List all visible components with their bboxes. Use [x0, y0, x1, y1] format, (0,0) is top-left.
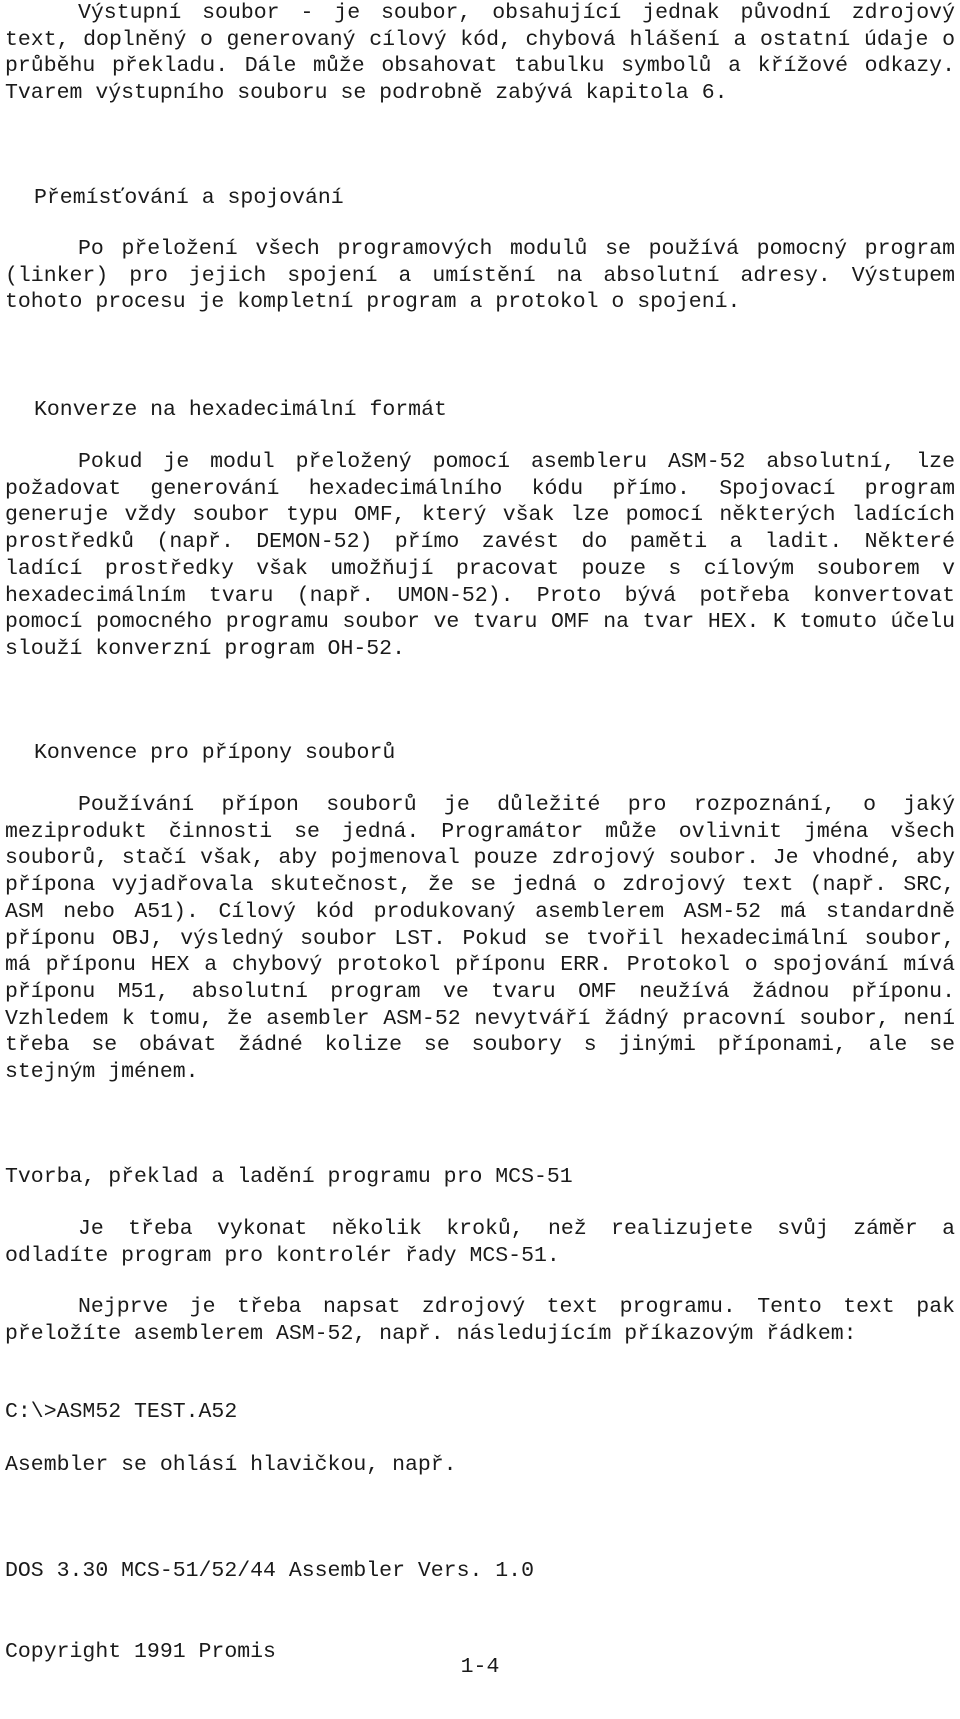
paragraph-hex-conversion: Pokud je modul přeložený pomocí asembleru ASM-52 absolutní, lze požadovat generování hexadecimálního kódu přímo. Spojovací program generuje vždy soubor typu OMF, který však lze pomocí některých ladících prostředků (např. DEMON-52) přímo zavést do paměti a ladit. Některé ladící prostředky však umožňují pracovat pouze s cílovým souborem v hexadecimálním tvaru (např. UMON-52). Proto bývá potřeba konvertovat pomocí pomocného programu soubor ve tvaru OMF na tvar HEX. K tomuto účelu slouží konverzní program OH-52.	[5, 450, 955, 661]
assembler-banner	[5, 1505, 534, 1719]
paragraph-assembler-banner-intro: Asembler se ohlásí hlavičkou, např.	[5, 1453, 457, 1477]
banner-copyright-line: Copyright 1991 Promis	[5, 1639, 276, 1664]
heading-file-extensions: Konvence pro přípony souborů	[34, 741, 396, 765]
paragraph-development-steps: Je třeba vykonat několik kroků, než realizujete svůj záměr a odladíte program pro kontrolér řady MCS-51.	[5, 1217, 955, 1268]
paragraph-output-file: Výstupní soubor - je soubor, obsahující jednak původní zdrojový text, doplněný o generovaný cílový kód, chybová hlášení a ostatní údaje o průběhu překladu. Dále může obsahovat tabulku symbolů a křížové odkazy. Tvarem výstupního souboru se podrobně zabývá kapitola 6.	[5, 1, 955, 106]
paragraph-relocation-linking: Po přeložení všech programových modulů se používá pomocný program (linker) pro jejich spojení a umístění na absolutní adresy. Výstupem tohoto procesu je kompletní program a protokol o spojení.	[5, 237, 955, 315]
heading-relocation-linking: Přemísťování a spojování	[34, 186, 344, 210]
heading-hex-conversion: Konverze na hexadecimální formát	[34, 398, 447, 422]
banner-version-line: DOS 3.30 MCS-51/52/44 Assembler Vers. 1.0	[5, 1559, 534, 1584]
paragraph-write-source: Nejprve je třeba napsat zdrojový text programu. Tento text pak přeložíte asemblerem ASM-52, např. následujícím příkazovým řádkem:	[5, 1295, 955, 1346]
page-number: 1-4	[460, 1655, 500, 1679]
paragraph-file-extensions: Používání přípon souborů je důležité pro rozpoznání, o jaký meziprodukt činnosti se jedná. Programátor může ovlivnit jména všech souborů, stačí však, aby pojmenoval pouze zdrojový soubor. Je vhodné, aby přípona vyjadřovala skutečnost, že se jedná o zdrojový text (např. SRC, ASM nebo A51). Cílový kód produkovaný asemblerem ASM-52 má standardně příponu OBJ, výsledný soubor LST. Pokud se tvořil hexadecimální soubor, má příponu HEX a chybový protokol příponu ERR. Protokol o spojování mívá příponu M51, absolutní program ve tvaru OMF neužívá žádnou příponu. Vzhledem k tomu, že asembler ASM-52 nevytváří žádný pracovní soubor, není třeba se obávat žádné kolize se soubory s jinými příponami, ale se stejným jménem.	[5, 793, 955, 1085]
heading-program-development: Tvorba, překlad a ladění programu pro MCS-51	[5, 1165, 573, 1189]
command-line-example: C:\>ASM52 TEST.A52	[5, 1400, 238, 1424]
